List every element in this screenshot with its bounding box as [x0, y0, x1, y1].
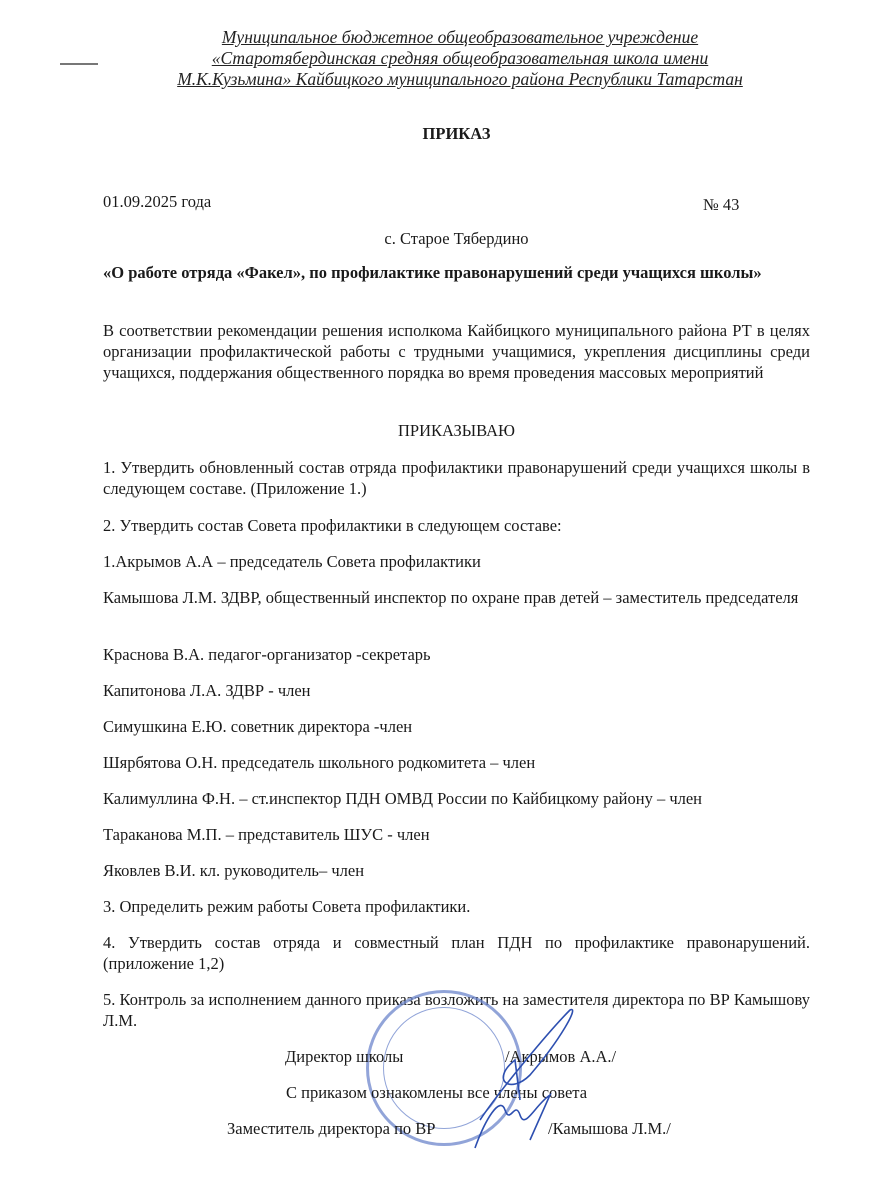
order-item: 1. Утвердить обновленный состав отряда профилактики правонарушений среди учащихся школы в следующем составе. (Приложение 1.) — [103, 458, 810, 498]
document-number: № 43 — [703, 195, 740, 214]
scan-mark — [60, 63, 98, 65]
council-member: Шярбятова О.Н. председатель школьного родкомитета – член — [103, 753, 536, 772]
order-word: ПРИКАЗЫВАЮ — [397, 421, 515, 440]
letterhead — [100, 27, 820, 90]
signature-icon — [420, 1000, 640, 1160]
director-label: Директор школы — [285, 1047, 404, 1066]
council-member: Симушкина Е.Ю. советник директора -член — [103, 717, 413, 736]
letterhead-line: «Старотябердинская средняя общеобразовательная школа имени — [211, 48, 709, 68]
acknowledgement: С приказом ознакомлены все члены совета — [286, 1083, 588, 1102]
council-member: Калимуллина Ф.Н. – ст.инспектор ПДН ОМВД России по Кайбицкому району – член — [103, 789, 703, 808]
deputy-label: Заместитель директора по ВР — [227, 1119, 436, 1138]
letterhead-line: М.К.Кузьмина» Кайбицкого муниципального района Республики Татарстан — [177, 69, 743, 89]
council-member: Капитонова Л.А. ЗДВР - член — [103, 681, 311, 700]
document-date: 01.09.2025 года — [103, 192, 212, 211]
order-subject: «О работе отряда «Факел», по профилактике правонарушений среди учащихся школы» — [103, 263, 762, 282]
deputy-name: /Камышова Л.М./ — [548, 1119, 671, 1138]
order-item: 2. Утвердить состав Совета профилактики в следующем составе: — [103, 516, 562, 535]
council-member: Яковлев В.И. кл. руководитель– член — [103, 861, 365, 880]
preamble: В соответствии рекомендации решения исполкома Кайбицкого муниципального района РТ в целях организации профилактической работы с трудными учащимися, укрепления дисциплины среди учащихся, поддержания общественного порядка во время проведения массовых мероприятий — [103, 321, 810, 382]
order-item: 5. Контроль за исполнением данного приказа возложить на заместителя директора по ВР Камышову Л.М. — [103, 990, 810, 1030]
letterhead-line: Муниципальное бюджетное общеобразовательное учреждение — [221, 27, 699, 47]
council-member: Камышова Л.М. ЗДВР, общественный инспектор по охране прав детей – заместитель председателя — [103, 588, 799, 607]
director-name: /Акрымов А.А./ — [505, 1047, 617, 1066]
council-member: 1.Акрымов А.А – председатель Совета профилактики — [103, 552, 481, 571]
order-item: 4. Утвердить состав отряда и совместный план ПДН по профилактике правонарушений. (приложение 1,2) — [103, 933, 810, 973]
document-title: ПРИКАЗ — [422, 124, 491, 143]
council-member: Краснова В.А. педагог-организатор -секретарь — [103, 645, 431, 664]
order-item: 3. Определить режим работы Совета профилактики. — [103, 897, 471, 916]
place: с. Старое Тябердино — [384, 229, 529, 248]
council-member: Тараканова М.П. – представитель ШУС - член — [103, 825, 430, 844]
